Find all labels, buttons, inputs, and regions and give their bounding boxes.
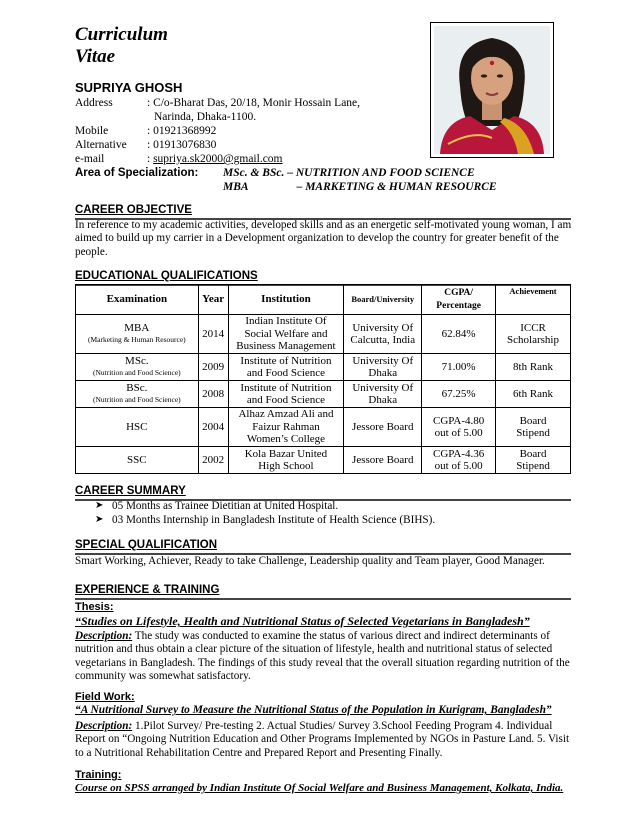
exam-cell: MBA (Marketing & Human Resource) — [76, 315, 199, 354]
result-cell: 71.00% — [422, 354, 496, 381]
list-item: ➤ 03 Months Internship in Bangladesh Institute of Health Science (BIHS). — [95, 514, 436, 526]
portrait-image — [434, 26, 550, 154]
header-cgpa: CGPA/ Percentage — [422, 285, 496, 315]
specialization-line-1: MSc. & BSc. – NUTRITION AND FOOD SCIENCE — [223, 167, 475, 179]
exam-cell: BSc. (Nutrition and Food Science) — [76, 381, 199, 408]
board-cell: Jessore Board — [344, 408, 422, 447]
achievement-cell: ICCR Scholarship — [496, 315, 571, 354]
exam-cell: HSC — [76, 408, 199, 447]
email-link[interactable]: supriya.sk2000@gmail.com — [153, 153, 283, 165]
table-row — [76, 381, 571, 408]
career-summary-heading: CAREER SUMMARY — [75, 484, 571, 501]
email-prefix: : — [147, 153, 154, 165]
candidate-name: SUPRIYA GHOSH — [75, 80, 183, 95]
education-header-row — [76, 285, 571, 315]
email-label: e-mail — [75, 153, 105, 165]
result-cell: CGPA-4.80 out of 5.00 — [422, 408, 496, 447]
result-cell: 67.25% — [422, 381, 496, 408]
field-work-label: Field Work: — [75, 691, 135, 703]
year-cell: 2002 — [198, 447, 228, 474]
alternative-value: : 01913076830 — [147, 139, 217, 151]
mobile-row — [75, 124, 360, 138]
header-year: Year — [198, 285, 228, 315]
arrow-bullet-icon: ➤ — [95, 514, 104, 525]
board-cell: University Of Dhaka — [344, 381, 422, 408]
year-cell: 2008 — [198, 381, 228, 408]
board-cell: Jessore Board — [344, 447, 422, 474]
table-row — [76, 408, 571, 447]
training-title: Course on SPSS arranged by Indian Institute Of Social Welfare and Business Management, Kolkata, India. — [75, 782, 564, 794]
address-line-1: : C/o-Bharat Das, 20/18, Monir Hossain Lane, — [147, 97, 361, 109]
year-cell: 2004 — [198, 408, 228, 447]
year-cell: 2014 — [198, 315, 228, 354]
achievement-cell: Board Stipend — [496, 447, 571, 474]
education-heading: EDUCATIONAL QUALIFICATIONS — [75, 269, 571, 286]
header-examination: Examination — [76, 285, 199, 315]
institution-cell: Kola Bazar United High School — [228, 447, 344, 474]
profile-photo — [430, 22, 554, 158]
alternative-label: Alternative — [75, 139, 127, 151]
address-label: Address — [75, 97, 113, 109]
year-cell: 2009 — [198, 354, 228, 381]
result-cell: CGPA-4.36 out of 5.00 — [422, 447, 496, 474]
mobile-value: : 01921368992 — [147, 125, 217, 137]
thesis-description: Description: The study was conducted to examine the status of various direct and indirect determinants of nutrition and thus obtain a clear picture of the situation of lifestyle, health and nutritional status of selected vegetarians in Bangladesh. The findings of this study reveal that the overall situation regarding nutrition of the community was somewhat satisfactory. — [75, 630, 570, 683]
table-row — [76, 354, 571, 381]
header-board: Board/University — [344, 285, 422, 315]
exam-cell: SSC — [76, 447, 199, 474]
exam-cell: MSc. (Nutrition and Food Science) — [76, 354, 199, 381]
training-label: Training: — [75, 769, 122, 781]
achievement-cell: 6th Rank — [496, 381, 571, 408]
email-row — [75, 152, 360, 166]
achievement-cell: 8th Rank — [496, 354, 571, 381]
specialization-label: Area of Specialization: — [75, 167, 199, 179]
board-cell: University Of Dhaka — [344, 354, 422, 381]
address-line-2: Narinda, Dhaka-1100. — [154, 111, 257, 123]
thesis-title: “Studies on Lifestyle, Health and Nutritional Status of Selected Vegetarians in Bangladesh” — [75, 614, 530, 628]
address-row-2 — [75, 110, 360, 124]
table-row — [76, 447, 571, 474]
alternative-row — [75, 138, 360, 152]
table-row — [76, 315, 571, 354]
header-achievement: Achievement — [496, 285, 571, 315]
education-table — [75, 284, 571, 474]
institution-cell: Alhaz Amzad Ali and Faizur Rahman Women’s College — [228, 408, 344, 447]
arrow-bullet-icon: ➤ — [95, 500, 104, 511]
specialization-field: – MARKETING & HUMAN RESOURCE — [296, 181, 497, 193]
field-work-title: “A Nutritional Survey to Measure the Nutritional Status of the Population in Kurigram, Bangladesh” — [75, 704, 552, 716]
result-cell: 62.84% — [422, 315, 496, 354]
mobile-label: Mobile — [75, 125, 109, 137]
experience-heading: EXPERIENCE & TRAINING — [75, 583, 571, 600]
institution-cell: Institute of Nutrition and Food Science — [228, 354, 344, 381]
achievement-cell: Board Stipend — [496, 408, 571, 447]
header-institution: Institution — [228, 285, 344, 315]
career-objective-heading: CAREER OBJECTIVE — [75, 203, 571, 220]
career-summary-list — [95, 499, 435, 527]
title-line-1: Curriculum — [75, 24, 168, 45]
address-row — [75, 96, 360, 110]
special-qualification-heading: SPECIAL QUALIFICATION — [75, 538, 571, 555]
board-cell: University Of Calcutta, India — [344, 315, 422, 354]
title-line-2: Vitae — [75, 46, 116, 67]
career-objective-text: In reference to my academic activities, developed skills and as an energetic self-motivated young woman, I am aimed to build up my carrier in a Development organization to develop the country for greater benefit of the people. — [75, 219, 572, 258]
institution-cell: Indian Institute Of Social Welfare and Business Management — [228, 315, 344, 354]
contact-block — [75, 96, 360, 166]
thesis-label: Thesis: — [75, 601, 114, 613]
specialization-degree: MBA — [223, 181, 249, 193]
specialization-line-2 — [223, 180, 497, 194]
list-item: ➤ 05 Months as Trainee Dietitian at United Hospital. — [95, 500, 339, 512]
document-title — [75, 24, 168, 68]
special-qualification-text: Smart Working, Achiever, Ready to take Challenge, Leadership quality and Team player, Good Manager. — [75, 555, 545, 567]
institution-cell: Institute of Nutrition and Food Science — [228, 381, 344, 408]
field-work-description: Description: 1.Pilot Survey/ Pre-testing 2. Actual Studies/ Survey 3.School Feeding Program 4. Individual Report on “Ongoing Nutrition Education and Other Programs Implemented by NGOs in Pasture Land. 5. Visit to a Nutritional Rehabilitation Centre and Prepared Report and Presenting Finally. — [75, 720, 570, 759]
